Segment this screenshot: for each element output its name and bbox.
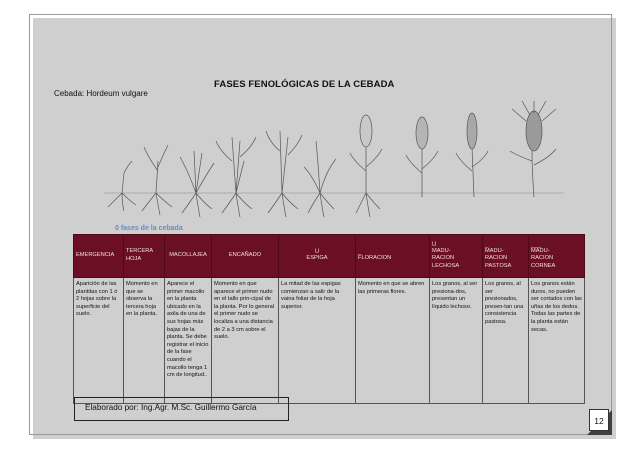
cell-flowering: Momento en que se abren las primeras flores. bbox=[356, 278, 430, 404]
header-milk-ripeness: U MADU- RACION LECHOSA bbox=[430, 235, 483, 278]
cell-heading: La mitad de las espigas comienzan a salir de la vaina foliar de la hoja superior. bbox=[279, 278, 356, 404]
header-third-leaf: TERCERA HOJA bbox=[124, 235, 165, 278]
header-flowering: _ FLORACION bbox=[356, 235, 430, 278]
header-emergence: EMERGENCIA bbox=[74, 235, 124, 278]
cell-third-leaf: Momento en que se observa la tercera hoja en la planta. bbox=[124, 278, 165, 404]
header-tillering: MACOLLAJEA bbox=[165, 235, 212, 278]
header-heading: U ESPIGA bbox=[279, 235, 356, 278]
author-text: Elaborado por: Ing.Agr. M.Sc. Guillermo García bbox=[85, 403, 257, 412]
illustration-caption: 0 fases de la cebada bbox=[115, 225, 183, 232]
stage-milk-ripeness-drawing bbox=[406, 117, 438, 197]
cell-hard-ripeness: Los granos están duros, no pueden ser cortados con las uñas de los dedos. Todas las partes de la planta están secas. bbox=[529, 278, 585, 404]
page-number: 12 bbox=[589, 409, 609, 431]
header-stem-elongation: ENCAÑADO bbox=[212, 235, 279, 278]
stage-heading-drawing bbox=[266, 131, 302, 217]
header-hard-ripeness: ___ MADU- RACION CORNEA bbox=[529, 235, 585, 278]
stage-emergence-drawing bbox=[108, 161, 136, 211]
cell-tillering: Aparece el primer macollo en la planta ubicado en la axila de una de sus hojas más bajas de la planta. Se debe registrar el inicio de la fase cuando el macollo tenga 1 cm de longitud.. bbox=[165, 278, 212, 404]
table-row bbox=[74, 278, 585, 404]
phenological-phases-table bbox=[73, 234, 585, 404]
stage-hard-ripeness-drawing bbox=[510, 101, 556, 197]
table-header-row bbox=[74, 235, 585, 278]
stage-third-leaf-drawing bbox=[142, 145, 172, 215]
cell-stem-elongation: Momento en que aparece el primer nudo en el tallo prin-cipal de la planta. Por lo general el primer nudo se localiza a una distancia de 2 a 3 cm sobre el suelo. bbox=[212, 278, 279, 404]
species-subtitle: Cebada: Hordeum vulgare bbox=[54, 89, 148, 98]
stage-dough-ripeness-drawing bbox=[456, 113, 488, 197]
stage-stem-elongation-drawing bbox=[216, 137, 256, 217]
barley-growth-stages-illustration bbox=[104, 101, 564, 223]
stage-tillering-drawing bbox=[180, 151, 214, 217]
stage-flowering-drawing bbox=[350, 115, 382, 217]
cell-emergence: Aparición de las plantitas con 1 ó 2 hojas sobre la superficie del suelo. bbox=[74, 278, 124, 404]
header-dough-ripeness: _ MADU- RACION PASTOSA bbox=[483, 235, 529, 278]
author-footer bbox=[74, 397, 289, 421]
cell-milk-ripeness: Los granos, al ser presiona-dos, presentan un líquido lechoso. bbox=[430, 278, 483, 404]
cell-dough-ripeness: Los granos, al ser presionados, presen-tan una consistencia pastosa. bbox=[483, 278, 529, 404]
stage-ear-drawing bbox=[304, 141, 336, 217]
page-title: FASES FENOLÓGICAS DE LA CEBADA bbox=[214, 79, 395, 90]
